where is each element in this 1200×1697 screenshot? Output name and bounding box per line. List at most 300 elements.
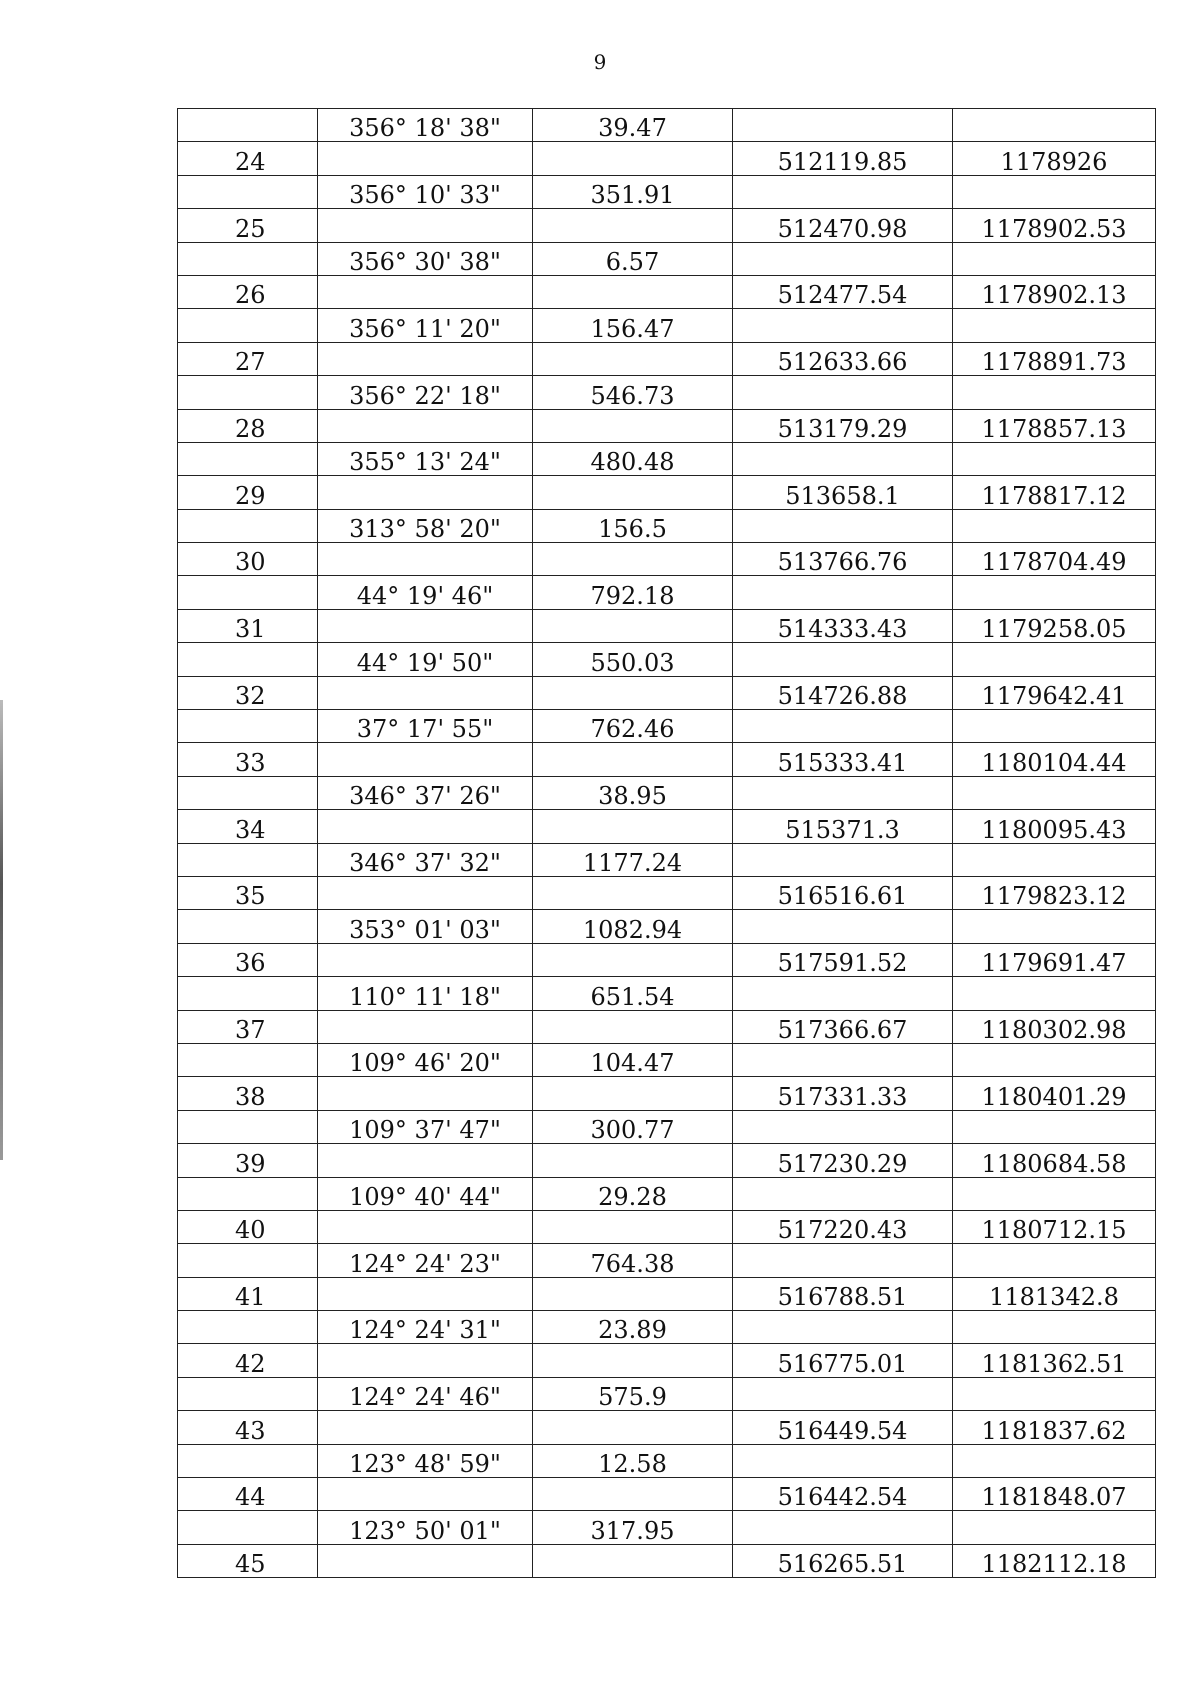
station-cell bbox=[178, 810, 318, 843]
station-cell bbox=[178, 1110, 318, 1143]
northing-cell bbox=[733, 1277, 953, 1310]
northing-cell bbox=[733, 1377, 953, 1410]
distance-cell-text: 300.77 bbox=[590, 1116, 675, 1144]
bearing-cell bbox=[318, 543, 533, 576]
station-cell-text: 24 bbox=[235, 147, 266, 176]
bearing-cell bbox=[318, 1077, 533, 1110]
station-cell bbox=[178, 843, 318, 876]
station-row bbox=[178, 1344, 1156, 1377]
distance-cell bbox=[533, 1244, 733, 1277]
station-cell bbox=[178, 476, 318, 509]
easting-cell bbox=[953, 1210, 1156, 1243]
station-row bbox=[178, 1144, 1156, 1177]
easting-cell bbox=[953, 543, 1156, 576]
station-cell-text: 40 bbox=[235, 1216, 266, 1244]
distance-cell-text: 762.46 bbox=[590, 715, 675, 743]
station-cell bbox=[178, 309, 318, 342]
station-cell bbox=[178, 376, 318, 409]
station-cell bbox=[178, 1311, 318, 1344]
station-cell-text: 38 bbox=[235, 1082, 266, 1111]
easting-cell bbox=[953, 943, 1156, 976]
easting-cell bbox=[953, 1444, 1156, 1477]
station-row bbox=[178, 1277, 1156, 1310]
northing-cell bbox=[733, 476, 953, 509]
station-cell bbox=[178, 1377, 318, 1410]
course-row bbox=[178, 910, 1156, 943]
station-cell bbox=[178, 175, 318, 208]
course-row bbox=[178, 843, 1156, 876]
bearing-cell bbox=[318, 1377, 533, 1410]
bearing-cell-text: 44° 19' 50" bbox=[356, 648, 494, 677]
northing-cell-text: 512119.85 bbox=[777, 147, 908, 176]
station-cell bbox=[178, 1177, 318, 1210]
easting-cell-text: 1178704.49 bbox=[981, 548, 1127, 576]
northing-cell bbox=[733, 209, 953, 242]
station-row bbox=[178, 1544, 1156, 1577]
easting-cell bbox=[953, 142, 1156, 175]
station-row bbox=[178, 476, 1156, 509]
distance-cell bbox=[533, 1311, 733, 1344]
easting-cell bbox=[953, 209, 1156, 242]
bearing-cell-text: 124° 24' 31" bbox=[349, 1316, 501, 1344]
northing-cell bbox=[733, 543, 953, 576]
northing-cell bbox=[733, 710, 953, 743]
station-row bbox=[178, 609, 1156, 642]
easting-cell bbox=[953, 609, 1156, 642]
easting-cell bbox=[953, 242, 1156, 275]
northing-cell-text: 512477.54 bbox=[777, 281, 908, 309]
station-cell bbox=[178, 242, 318, 275]
easting-cell bbox=[953, 843, 1156, 876]
bearing-cell bbox=[318, 142, 533, 175]
northing-cell bbox=[733, 1444, 953, 1477]
course-row bbox=[178, 442, 1156, 475]
easting-cell-text: 1178902.13 bbox=[981, 281, 1127, 309]
bearing-cell bbox=[318, 1544, 533, 1577]
bearing-cell bbox=[318, 977, 533, 1010]
bearing-cell-text: 356° 10' 33" bbox=[349, 181, 501, 209]
course-row bbox=[178, 1444, 1156, 1477]
northing-cell bbox=[733, 576, 953, 609]
northing-cell bbox=[733, 509, 953, 542]
distance-cell-text: 480.48 bbox=[590, 448, 675, 476]
easting-cell bbox=[953, 1411, 1156, 1444]
station-cell bbox=[178, 1411, 318, 1444]
bearing-cell bbox=[318, 1177, 533, 1210]
bearing-cell bbox=[318, 1511, 533, 1544]
easting-cell bbox=[953, 876, 1156, 909]
bearing-cell-text: 353° 01' 03" bbox=[349, 915, 501, 944]
station-cell bbox=[178, 776, 318, 809]
easting-cell bbox=[953, 1377, 1156, 1410]
distance-cell-text: 792.18 bbox=[590, 581, 675, 610]
bearing-cell-text: 110° 11' 18" bbox=[349, 982, 501, 1011]
northing-cell-text: 516442.54 bbox=[777, 1483, 908, 1511]
easting-cell bbox=[953, 376, 1156, 409]
northing-cell bbox=[733, 743, 953, 776]
station-cell bbox=[178, 910, 318, 943]
station-cell bbox=[178, 1210, 318, 1243]
station-cell-text: 35 bbox=[235, 882, 266, 910]
northing-cell bbox=[733, 1110, 953, 1143]
station-cell bbox=[178, 743, 318, 776]
easting-cell bbox=[953, 476, 1156, 509]
station-row bbox=[178, 743, 1156, 776]
distance-cell bbox=[533, 1144, 733, 1177]
easting-cell bbox=[953, 743, 1156, 776]
northing-cell bbox=[733, 1177, 953, 1210]
station-row bbox=[178, 1478, 1156, 1511]
distance-cell bbox=[533, 743, 733, 776]
distance-cell-text: 39.47 bbox=[598, 114, 667, 142]
station-cell bbox=[178, 576, 318, 609]
northing-cell bbox=[733, 1010, 953, 1043]
bearing-cell bbox=[318, 1210, 533, 1243]
distance-cell bbox=[533, 376, 733, 409]
northing-cell bbox=[733, 609, 953, 642]
bearing-cell-text: 356° 11' 20" bbox=[349, 314, 501, 343]
bearing-cell-text: 44° 19' 46" bbox=[356, 581, 494, 610]
northing-cell-text: 516788.51 bbox=[777, 1283, 908, 1311]
northing-cell-text: 514333.43 bbox=[777, 615, 908, 643]
easting-cell-text: 1178902.53 bbox=[981, 214, 1127, 243]
bearing-cell bbox=[318, 1043, 533, 1076]
easting-cell bbox=[953, 1077, 1156, 1110]
bearing-cell bbox=[318, 509, 533, 542]
distance-cell bbox=[533, 776, 733, 809]
bearing-cell bbox=[318, 1110, 533, 1143]
bearing-cell bbox=[318, 442, 533, 475]
northing-cell bbox=[733, 309, 953, 342]
easting-cell-text: 1180302.98 bbox=[981, 1015, 1127, 1044]
station-cell bbox=[178, 342, 318, 375]
bearing-cell-text: 123° 50' 01" bbox=[349, 1516, 501, 1545]
bearing-cell-text: 355° 13' 24" bbox=[349, 448, 501, 476]
station-cell-text: 30 bbox=[235, 548, 266, 576]
station-cell bbox=[178, 1478, 318, 1511]
bearing-cell bbox=[318, 710, 533, 743]
northing-cell bbox=[733, 1478, 953, 1511]
distance-cell bbox=[533, 1010, 733, 1043]
northing-cell bbox=[733, 1077, 953, 1110]
distance-cell-text: 351.91 bbox=[590, 181, 675, 209]
bearing-cell bbox=[318, 309, 533, 342]
station-row bbox=[178, 209, 1156, 242]
bearing-cell-text: 313° 58' 20" bbox=[349, 515, 501, 543]
northing-cell-text: 515371.3 bbox=[785, 815, 900, 844]
northing-cell bbox=[733, 943, 953, 976]
northing-cell bbox=[733, 376, 953, 409]
easting-cell-text: 1179258.05 bbox=[981, 615, 1127, 643]
northing-cell-text: 515333.41 bbox=[777, 748, 908, 777]
station-cell-text: 41 bbox=[235, 1283, 266, 1311]
easting-cell bbox=[953, 643, 1156, 676]
easting-cell-text: 1180095.43 bbox=[981, 815, 1127, 844]
bearing-cell bbox=[318, 376, 533, 409]
northing-cell bbox=[733, 275, 953, 308]
station-cell bbox=[178, 509, 318, 542]
northing-cell-text: 512633.66 bbox=[777, 348, 908, 376]
distance-cell bbox=[533, 1411, 733, 1444]
distance-cell bbox=[533, 242, 733, 275]
distance-cell-text: 38.95 bbox=[598, 782, 667, 810]
easting-cell bbox=[953, 1244, 1156, 1277]
station-row bbox=[178, 1411, 1156, 1444]
bearing-cell bbox=[318, 275, 533, 308]
table-body bbox=[178, 109, 1156, 1578]
distance-cell bbox=[533, 476, 733, 509]
distance-cell bbox=[533, 342, 733, 375]
easting-cell-text: 1178857.13 bbox=[981, 414, 1127, 443]
station-cell bbox=[178, 1144, 318, 1177]
northing-cell bbox=[733, 342, 953, 375]
northing-cell bbox=[733, 643, 953, 676]
northing-cell bbox=[733, 810, 953, 843]
northing-cell bbox=[733, 876, 953, 909]
distance-cell-text: 317.95 bbox=[590, 1516, 675, 1545]
bearing-cell-text: 356° 18' 38" bbox=[349, 114, 501, 142]
northing-cell bbox=[733, 977, 953, 1010]
distance-cell bbox=[533, 1377, 733, 1410]
station-cell bbox=[178, 609, 318, 642]
distance-cell-text: 550.03 bbox=[590, 648, 675, 677]
easting-cell bbox=[953, 1277, 1156, 1310]
bearing-cell bbox=[318, 476, 533, 509]
northing-cell bbox=[733, 1210, 953, 1243]
bearing-cell bbox=[318, 175, 533, 208]
distance-cell bbox=[533, 543, 733, 576]
bearing-cell-text: 123° 48' 59" bbox=[349, 1450, 501, 1478]
station-row bbox=[178, 676, 1156, 709]
easting-cell bbox=[953, 1110, 1156, 1143]
distance-cell-text: 104.47 bbox=[590, 1049, 675, 1077]
northing-cell-text: 513658.1 bbox=[785, 481, 900, 510]
course-row bbox=[178, 576, 1156, 609]
distance-cell bbox=[533, 1043, 733, 1076]
course-row bbox=[178, 643, 1156, 676]
easting-cell bbox=[953, 342, 1156, 375]
easting-cell bbox=[953, 1311, 1156, 1344]
station-cell bbox=[178, 142, 318, 175]
station-cell bbox=[178, 1277, 318, 1310]
northing-cell-text: 513179.29 bbox=[777, 414, 908, 443]
easting-cell bbox=[953, 1010, 1156, 1043]
station-row bbox=[178, 142, 1156, 175]
northing-cell-text: 517331.33 bbox=[777, 1082, 908, 1111]
station-cell bbox=[178, 876, 318, 909]
station-cell bbox=[178, 643, 318, 676]
northing-cell-text: 517220.43 bbox=[777, 1216, 908, 1244]
station-row bbox=[178, 1077, 1156, 1110]
easting-cell bbox=[953, 977, 1156, 1010]
northing-cell-text: 517230.29 bbox=[777, 1149, 908, 1177]
easting-cell-text: 1181848.07 bbox=[981, 1483, 1127, 1511]
northing-cell bbox=[733, 843, 953, 876]
course-row bbox=[178, 509, 1156, 542]
distance-cell bbox=[533, 676, 733, 709]
bearing-cell bbox=[318, 1010, 533, 1043]
easting-cell bbox=[953, 1177, 1156, 1210]
distance-cell-text: 764.38 bbox=[590, 1249, 675, 1278]
bearing-cell bbox=[318, 1144, 533, 1177]
bearing-cell bbox=[318, 409, 533, 442]
distance-cell bbox=[533, 576, 733, 609]
course-row bbox=[178, 1177, 1156, 1210]
distance-cell bbox=[533, 943, 733, 976]
station-cell-text: 27 bbox=[235, 348, 266, 376]
bearing-cell bbox=[318, 1277, 533, 1310]
station-cell-text: 45 bbox=[235, 1550, 266, 1578]
station-row bbox=[178, 943, 1156, 976]
easting-cell bbox=[953, 509, 1156, 542]
bearing-cell bbox=[318, 676, 533, 709]
distance-cell bbox=[533, 509, 733, 542]
station-row bbox=[178, 810, 1156, 843]
easting-cell bbox=[953, 1344, 1156, 1377]
distance-cell bbox=[533, 1444, 733, 1477]
northing-cell-text: 512470.98 bbox=[777, 214, 908, 243]
station-cell bbox=[178, 543, 318, 576]
distance-cell bbox=[533, 309, 733, 342]
northing-cell bbox=[733, 442, 953, 475]
station-row bbox=[178, 1210, 1156, 1243]
easting-cell-text: 1180684.58 bbox=[981, 1149, 1127, 1177]
bearing-cell bbox=[318, 943, 533, 976]
northing-cell bbox=[733, 1144, 953, 1177]
easting-cell bbox=[953, 175, 1156, 208]
easting-cell bbox=[953, 1478, 1156, 1511]
distance-cell-text: 29.28 bbox=[598, 1182, 667, 1211]
distance-cell bbox=[533, 1478, 733, 1511]
distance-cell-text: 156.47 bbox=[590, 314, 675, 343]
northing-cell bbox=[733, 409, 953, 442]
station-cell bbox=[178, 1010, 318, 1043]
station-row bbox=[178, 543, 1156, 576]
northing-cell-text: 517591.52 bbox=[777, 949, 908, 977]
bearing-cell bbox=[318, 209, 533, 242]
station-cell-text: 36 bbox=[235, 949, 266, 977]
station-row bbox=[178, 876, 1156, 909]
station-row bbox=[178, 409, 1156, 442]
distance-cell bbox=[533, 442, 733, 475]
station-cell bbox=[178, 676, 318, 709]
bearing-cell-text: 356° 22' 18" bbox=[349, 381, 501, 410]
distance-cell bbox=[533, 409, 733, 442]
station-cell-text: 42 bbox=[235, 1349, 266, 1378]
page-number: 9 bbox=[593, 50, 607, 74]
easting-cell bbox=[953, 109, 1156, 142]
distance-cell bbox=[533, 1210, 733, 1243]
station-cell bbox=[178, 275, 318, 308]
course-row bbox=[178, 1110, 1156, 1143]
station-cell-text: 28 bbox=[235, 414, 266, 443]
station-row bbox=[178, 275, 1156, 308]
bearing-cell bbox=[318, 1478, 533, 1511]
distance-cell bbox=[533, 1077, 733, 1110]
bearing-cell bbox=[318, 643, 533, 676]
northing-cell-text: 517366.67 bbox=[777, 1015, 908, 1044]
station-cell-text: 31 bbox=[235, 615, 266, 643]
distance-cell bbox=[533, 1110, 733, 1143]
course-row bbox=[178, 1377, 1156, 1410]
station-cell bbox=[178, 1511, 318, 1544]
distance-cell bbox=[533, 275, 733, 308]
bearing-cell bbox=[318, 1444, 533, 1477]
northing-cell bbox=[733, 676, 953, 709]
bearing-cell bbox=[318, 609, 533, 642]
distance-cell bbox=[533, 810, 733, 843]
northing-cell-text: 516265.51 bbox=[777, 1550, 908, 1578]
northing-cell-text: 513766.76 bbox=[777, 548, 908, 576]
northing-cell bbox=[733, 109, 953, 142]
distance-cell-text: 6.57 bbox=[605, 247, 660, 276]
station-cell-text: 37 bbox=[235, 1015, 266, 1044]
easting-cell-text: 1179823.12 bbox=[981, 882, 1127, 910]
station-cell bbox=[178, 409, 318, 442]
survey-coordinates-table bbox=[177, 108, 1156, 1578]
course-row bbox=[178, 1311, 1156, 1344]
easting-cell bbox=[953, 776, 1156, 809]
easting-cell-text: 1180401.29 bbox=[981, 1082, 1127, 1111]
distance-cell bbox=[533, 910, 733, 943]
course-row bbox=[178, 1043, 1156, 1076]
bearing-cell bbox=[318, 576, 533, 609]
northing-cell bbox=[733, 1544, 953, 1577]
distance-cell bbox=[533, 1344, 733, 1377]
northing-cell bbox=[733, 242, 953, 275]
easting-cell-text: 1181342.8 bbox=[989, 1283, 1119, 1311]
station-cell bbox=[178, 1077, 318, 1110]
bearing-cell-text: 37° 17' 55" bbox=[356, 715, 494, 743]
distance-cell bbox=[533, 209, 733, 242]
station-cell-text: 44 bbox=[235, 1483, 266, 1511]
station-row bbox=[178, 1010, 1156, 1043]
distance-cell bbox=[533, 175, 733, 208]
northing-cell bbox=[733, 1244, 953, 1277]
easting-cell bbox=[953, 710, 1156, 743]
course-row bbox=[178, 776, 1156, 809]
station-cell bbox=[178, 1244, 318, 1277]
station-cell-text: 26 bbox=[235, 281, 266, 309]
distance-cell-text: 156.5 bbox=[598, 515, 667, 543]
easting-cell-text: 1179691.47 bbox=[981, 949, 1127, 977]
distance-cell-text: 651.54 bbox=[590, 982, 675, 1011]
easting-cell bbox=[953, 910, 1156, 943]
easting-cell bbox=[953, 1544, 1156, 1577]
station-cell-text: 29 bbox=[235, 481, 266, 510]
northing-cell bbox=[733, 1511, 953, 1544]
easting-cell-text: 1182112.18 bbox=[981, 1550, 1127, 1578]
station-cell bbox=[178, 1444, 318, 1477]
station-cell-text: 33 bbox=[235, 748, 266, 777]
bearing-cell bbox=[318, 843, 533, 876]
distance-cell bbox=[533, 876, 733, 909]
distance-cell bbox=[533, 710, 733, 743]
bearing-cell-text: 109° 40' 44" bbox=[349, 1182, 501, 1211]
northing-cell bbox=[733, 910, 953, 943]
station-cell bbox=[178, 977, 318, 1010]
northing-cell-text: 516516.61 bbox=[777, 882, 908, 910]
northing-cell-text: 514726.88 bbox=[777, 682, 908, 710]
easting-cell-text: 1181362.51 bbox=[981, 1349, 1127, 1378]
distance-cell bbox=[533, 109, 733, 142]
bearing-cell bbox=[318, 1411, 533, 1444]
distance-cell bbox=[533, 843, 733, 876]
bearing-cell bbox=[318, 876, 533, 909]
bearing-cell-text: 124° 24' 46" bbox=[349, 1383, 501, 1411]
bearing-cell-text: 124° 24' 23" bbox=[349, 1249, 501, 1278]
bearing-cell bbox=[318, 910, 533, 943]
